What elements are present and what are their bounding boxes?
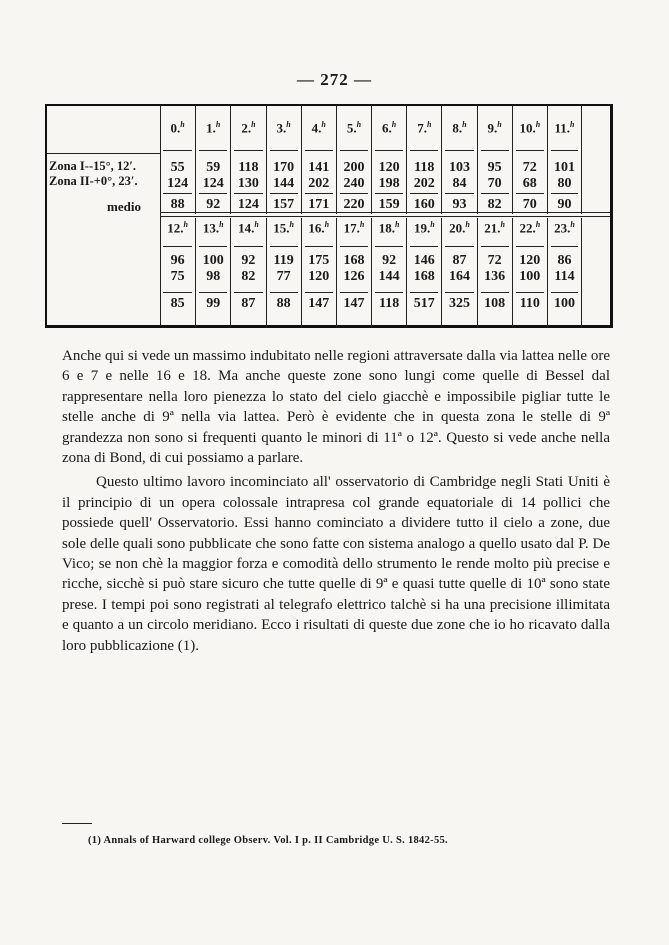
zona-2-value: 202 xyxy=(308,176,330,191)
zona-1-value: 118 xyxy=(414,160,435,175)
zona-2-value: 120 xyxy=(308,269,330,284)
table-column xyxy=(230,218,265,328)
medio-value: 147 xyxy=(308,296,330,311)
zona-2-value: 202 xyxy=(413,176,435,191)
medio-value: 100 xyxy=(553,296,575,311)
medio-value: 85 xyxy=(170,296,185,311)
zona-2-value: 144 xyxy=(378,269,400,284)
medio-value: 171 xyxy=(308,197,330,212)
zona-1-value: 120 xyxy=(519,253,541,268)
table-column xyxy=(371,218,406,328)
table-column xyxy=(266,106,301,214)
zona-2-value: 82 xyxy=(241,269,256,284)
zona-2-value: 114 xyxy=(554,269,575,284)
zona-2-value: 164 xyxy=(448,269,470,284)
zona-2-value: 84 xyxy=(452,176,467,191)
hour-header: 9.$^h$ xyxy=(487,120,502,136)
hour-header: 7.$^h$ xyxy=(417,120,432,136)
medio-value: 110 xyxy=(519,296,540,311)
hour-header: 8.$^h$ xyxy=(452,120,467,136)
zona-2-value: 70 xyxy=(487,176,502,191)
paragraph-1: Anche qui si vede un massimo indubitato nelle regioni attraversate dalla via lattea nelle ore 6 e 7 e nelle 16 e 18. Ma anche queste zone sono lungi come quelle di Bessel dal rappresentare nella loro pienezza lo stato del cielo giacchè e impossibile pigliar tutte le stelle anche di 9ª nella via lattea. Però è evidente che in questa zona le stelle di 9ª grandezza non sono si frequenti quanto le minori di 11ª o 12ª. Questo si vede anche nella zona di Bond, di cui possiamo a parlare. xyxy=(62,348,610,467)
medio-value: 108 xyxy=(484,296,506,311)
medio-value: 147 xyxy=(343,296,365,311)
zona-2-value: 168 xyxy=(413,269,435,284)
paragraph-2: Questo ultimo lavoro incominciato all' osservatorio di Cambridge negli Stati Uniti è il principio di un opera colossale intrapresa col grande equatoriale di 14 pollici che possiede quell' Osservatorio. Essi hanno cominciato a dividere tutto il cielo a zone, due sole delle quali sono pubblicate che sono fatte con sistema analogo a quello usato dal P. De Vico; se non chè la maggior forza e comodità dello strumento le rende molto più precise e ricche, sicchè si può stare sicuro che tutte quelle di 9ª e quasi tutte quelle di 10ª sono state prese. I tempi poi sono registrati al telegrafo elettrico talchè si ha una precisione illimitata e quanto a un circolo meridiano. Ecco i risultati di queste due zone che io ho ricavato dalla loro pubblicazione (1). xyxy=(62,474,610,654)
zona-1-value: 55 xyxy=(170,160,185,175)
zona-1-value: 200 xyxy=(343,160,365,175)
hour-header: 23.$^h$ xyxy=(554,220,575,236)
table-column xyxy=(477,218,512,328)
page-number: — 272 — xyxy=(297,70,372,89)
hour-header: 12.$^h$ xyxy=(167,220,188,236)
table-column xyxy=(547,106,582,214)
footnote: (1) Annals of Harward college Observ. Vol. I p. II Cambridge U. S. 1842-55. xyxy=(88,835,448,846)
table-column xyxy=(512,218,547,328)
hour-header: 0.$^h$ xyxy=(170,120,185,136)
zona-2-value: 240 xyxy=(343,176,365,191)
hour-header: 13.$^h$ xyxy=(202,220,224,236)
table-column xyxy=(336,218,371,328)
medio-value: 88 xyxy=(170,197,185,212)
table-column xyxy=(512,106,547,214)
zona-1-value: 72 xyxy=(522,160,537,175)
hour-header: 1.$^h$ xyxy=(206,120,221,136)
medio-value: 87 xyxy=(241,296,256,311)
medio-value: 157 xyxy=(273,197,295,212)
star-count-table xyxy=(45,104,613,328)
zona-1-value: 72 xyxy=(487,253,502,268)
zona-1-value: 119 xyxy=(273,253,294,268)
table-hours-0-11 xyxy=(160,106,582,214)
table-hours-12-23 xyxy=(160,218,582,328)
zona-2-value: 77 xyxy=(276,269,291,284)
medio-value: 124 xyxy=(237,197,259,212)
zona-2-value: 124 xyxy=(202,176,224,191)
zona-2-value: 144 xyxy=(273,176,295,191)
medio-value: 118 xyxy=(379,296,400,311)
medio-value: 159 xyxy=(378,197,400,212)
row-label-column xyxy=(47,106,161,325)
zona-1-value: 146 xyxy=(413,253,435,268)
table-column xyxy=(160,106,195,214)
row-label-zona-1: Zona I--15°, 12′. xyxy=(49,159,136,173)
body-text xyxy=(62,346,610,656)
zona-2-value: 75 xyxy=(170,269,185,284)
medio-value: 82 xyxy=(487,197,502,212)
zona-1-value: 96 xyxy=(170,253,185,268)
hour-header: 22.$^h$ xyxy=(519,220,541,236)
hour-header: 17.$^h$ xyxy=(343,220,365,236)
zona-2-value: 130 xyxy=(237,176,259,191)
zona-2-value: 126 xyxy=(343,269,365,284)
zona-2-value: 136 xyxy=(484,269,506,284)
zona-1-value: 103 xyxy=(448,160,470,175)
footnote-rule xyxy=(62,823,92,824)
zona-1-value: 59 xyxy=(206,160,221,175)
zona-2-value: 68 xyxy=(522,176,537,191)
zona-1-value: 86 xyxy=(557,253,572,268)
medio-value: 220 xyxy=(343,197,365,212)
hour-header: 3.$^h$ xyxy=(276,120,291,136)
zona-2-value: 98 xyxy=(206,269,221,284)
zona-1-value: 175 xyxy=(308,253,330,268)
hour-header: 2.$^h$ xyxy=(241,120,256,136)
section-divider xyxy=(160,212,610,217)
table-column xyxy=(230,106,265,214)
zona-1-value: 168 xyxy=(343,253,365,268)
table-column xyxy=(441,106,476,214)
hour-header: 16.$^h$ xyxy=(308,220,330,236)
medio-value: 93 xyxy=(452,197,467,212)
hour-header: 14.$^h$ xyxy=(238,220,259,236)
table-column xyxy=(336,106,371,214)
table-column xyxy=(406,218,441,328)
zona-1-value: 87 xyxy=(452,253,467,268)
hour-header: 15.$^h$ xyxy=(273,220,294,236)
zona-1-value: 101 xyxy=(553,160,575,175)
zona-1-value: 95 xyxy=(487,160,502,175)
zona-1-value: 92 xyxy=(241,253,256,268)
table-column xyxy=(160,218,195,328)
table-column xyxy=(301,218,336,328)
table-column xyxy=(406,106,441,214)
hour-header: 11.$^h$ xyxy=(554,120,575,136)
table-column xyxy=(195,218,230,328)
medio-value: 160 xyxy=(413,197,435,212)
zona-1-value: 141 xyxy=(308,160,330,175)
row-label-medio: medio xyxy=(107,199,141,214)
hour-header: 4.$^h$ xyxy=(311,120,326,136)
medio-value: 99 xyxy=(206,296,221,311)
table-column xyxy=(547,218,582,328)
table-column xyxy=(441,218,476,328)
hour-header: 18.$^h$ xyxy=(378,220,400,236)
hour-header: 10.$^h$ xyxy=(519,120,541,136)
zona-2-value: 80 xyxy=(557,176,572,191)
zona-1-value: 118 xyxy=(238,160,259,175)
zona-1-value: 92 xyxy=(382,253,397,268)
zona-1-value: 100 xyxy=(202,253,224,268)
zona-2-value: 124 xyxy=(167,176,189,191)
hour-header: 5.$^h$ xyxy=(346,120,362,136)
table-grid xyxy=(160,106,612,325)
zona-2-value: 198 xyxy=(378,176,400,191)
hour-header: 19.$^h$ xyxy=(413,220,435,236)
table-column xyxy=(266,218,301,328)
hour-header: 20.$^h$ xyxy=(449,220,470,236)
zona-1-value: 120 xyxy=(378,160,400,175)
table-column xyxy=(301,106,336,214)
row-label-zona-2: Zona II-+0°, 23′. xyxy=(49,174,138,188)
medio-value: 88 xyxy=(276,296,291,311)
table-column xyxy=(477,106,512,214)
hour-header: 21.$^h$ xyxy=(484,220,505,236)
zona-2-value: 100 xyxy=(519,269,541,284)
medio-value: 325 xyxy=(448,296,470,311)
medio-value: 517 xyxy=(413,296,435,311)
zona-1-value: 170 xyxy=(273,160,295,175)
table-column xyxy=(195,106,230,214)
table-column xyxy=(371,106,406,214)
hour-header: 6.$^h$ xyxy=(382,120,397,136)
medio-value: 92 xyxy=(206,197,221,212)
medio-value: 90 xyxy=(557,197,572,212)
medio-value: 70 xyxy=(522,197,537,212)
